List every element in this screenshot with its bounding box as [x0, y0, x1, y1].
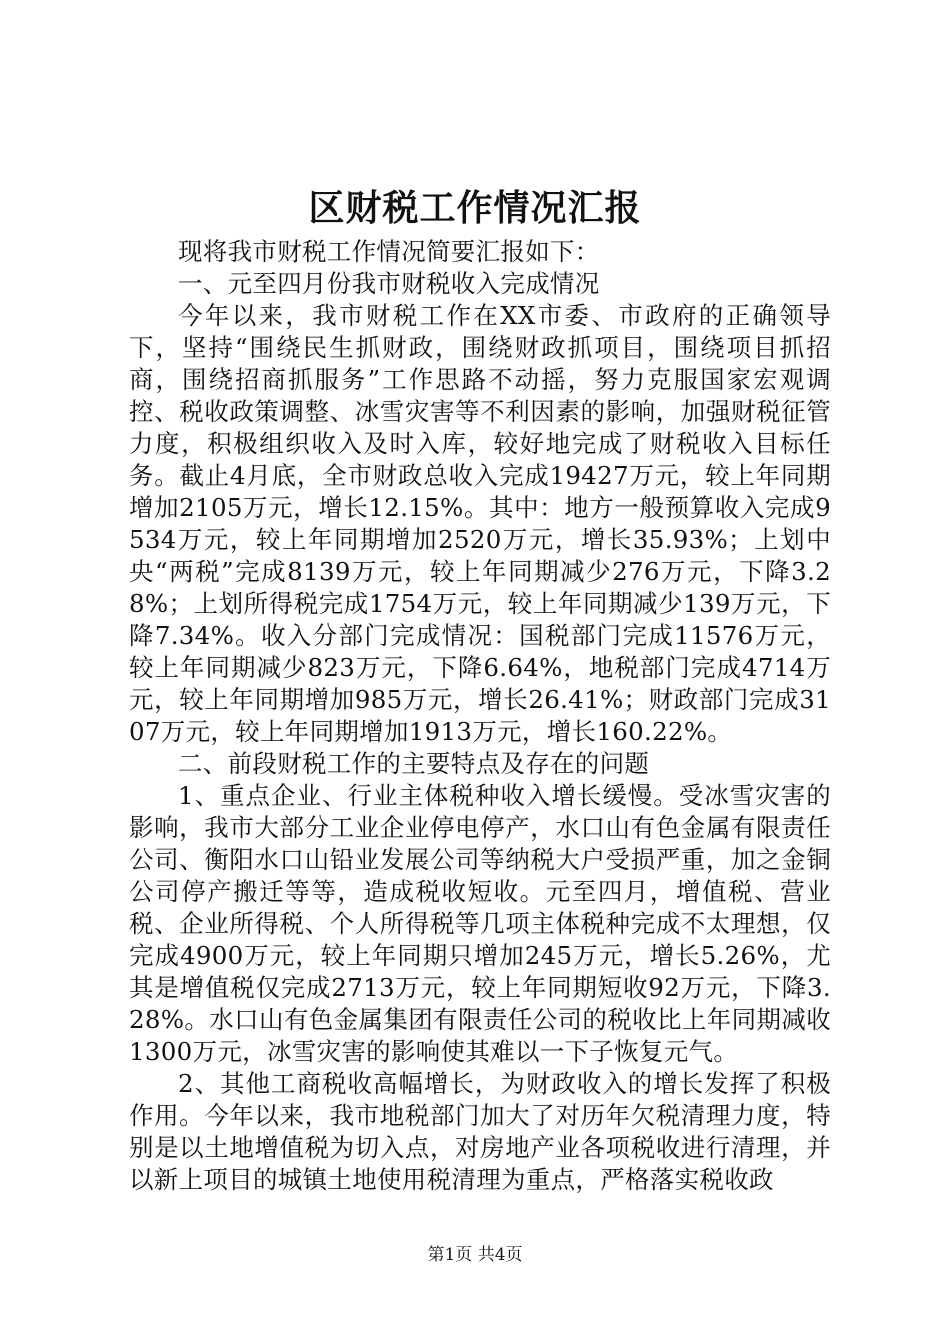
- document-title: 区财税工作情况汇报: [308, 187, 642, 229]
- section-heading-2: 二、前段财税工作的主要特点及存在的问题: [178, 749, 650, 778]
- paragraph-point-1: 1、重点企业、行业主体税种收入增长缓慢。受冰雪灾害的影响，我市大部分工业企业停电停产，水口山有色金属有限责任公司、衡阳水口山铅业发展公司等纳税大户受损严重，加之金铜公司停产搬迁等等，造成税收短收。元至四月，增值税、营业税、企业所得税、个人所得税等几项主体税种完成不太理想，仅完成4900万元，较上年同期只增加245万元，增长5.26%，尤其是增值税仅完成2713万元，较上年同期短收92万元，下降3.28%。水口山有色金属集团有限责任公司的税收比上年同期减收1300万元，冰雪灾害的影响使其难以一下子恢复元气。: [129, 781, 831, 1066]
- paragraph-point-2: 2、其他工商税收高幅增长，为财政收入的增长发挥了积极作用。今年以来，我市地税部门加大了对历年欠税清理力度，特别是以土地增值税为切入点，对房地产业各项税收进行清理，并以新上项目的城镇土地使用税清理为重点，严格落实税收政: [129, 1069, 831, 1194]
- section-heading-1: 一、元至四月份我市财税收入完成情况: [178, 269, 600, 298]
- page-footer: 第1页 共4页: [427, 1245, 523, 1265]
- paragraph-intro: 现将我市财税工作情况简要汇报如下：: [178, 237, 600, 266]
- document-body: [129, 236, 831, 1196]
- paragraph-revenue: 今年以来，我市财税工作在XX市委、市政府的正确领导下，坚持“围绕民生抓财政，围绕财政抓项目，围绕项目抓招商，围绕招商抓服务”工作思路不动摇，努力克服国家宏观调控、税收政策调整、冰雪灾害等不利因素的影响，加强财税征管力度，积极组织收入及时入库，较好地完成了财税收入目标任务。截止4月底，全市财政总收入完成19427万元，较上年同期增加2105万元，增长12.15%。其中：地方一般预算收入完成9534万元，较上年同期增加2520万元，增长35.93%；上划中央“两税”完成8139万元，较上年同期减少276万元，下降3.28%；上划所得税完成1754万元，较上年同期减少139万元，下降7.34%。收入分部门完成情况：国税部门完成11576万元，较上年同期减少823万元，下降6.64%，地税部门完成4714万元，较上年同期增加985万元，增长26.41%；财政部门完成3107万元，较上年同期增加1913万元，增长160.22%。: [129, 301, 831, 746]
